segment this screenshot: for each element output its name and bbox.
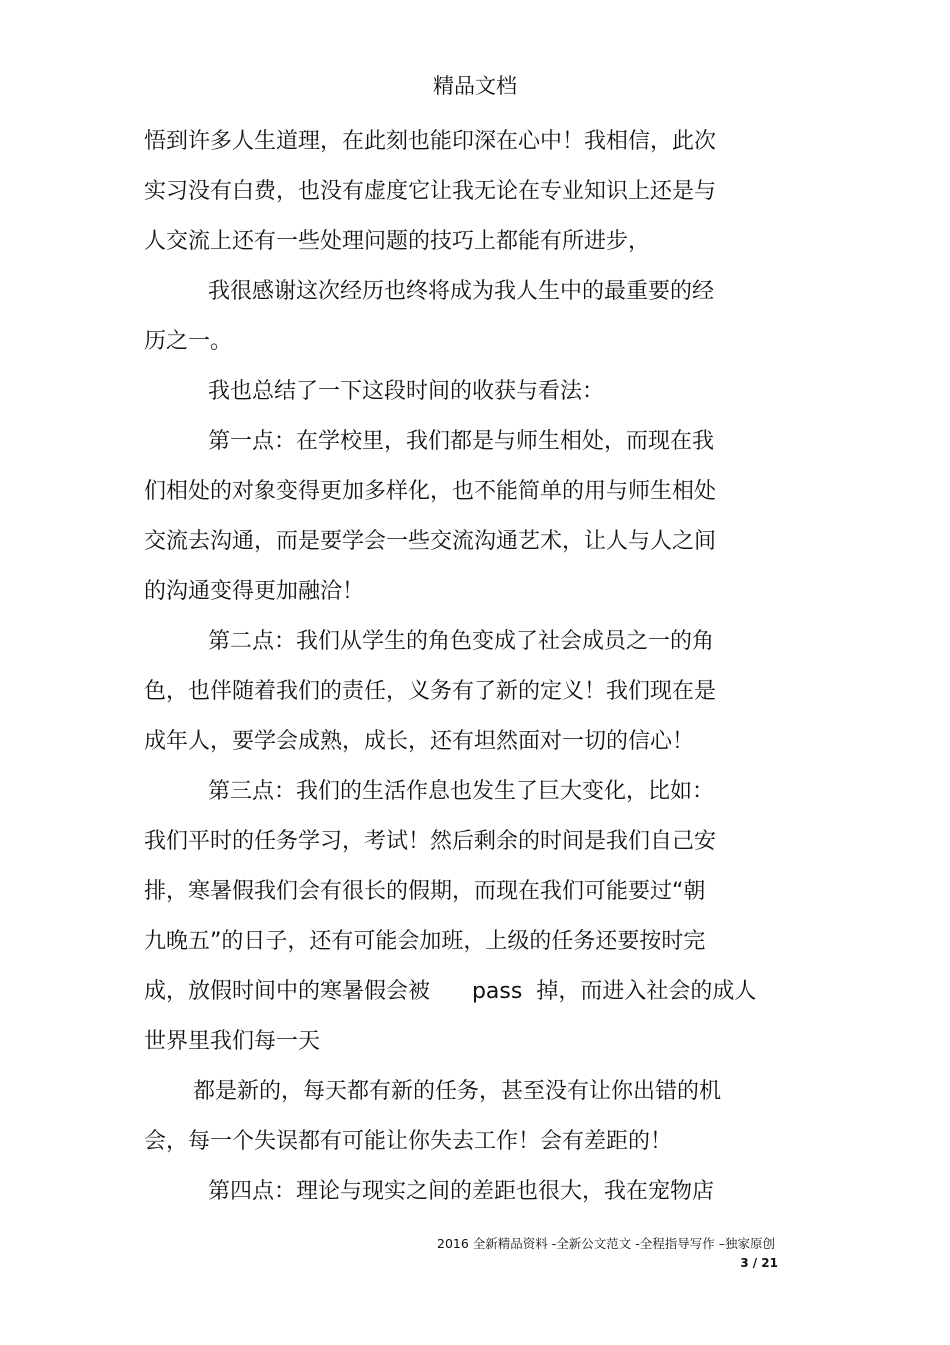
- text-line: 色，也伴随着我们的责任，义务有了新的定义！我们现在是: [144, 679, 717, 704]
- text-line: 第三点：我们的生活作息也发生了巨大变化，比如：: [208, 779, 715, 804]
- text-line: 实习没有白费，也没有虚度它让我无论在专业知识上还是与: [144, 179, 717, 204]
- text-line: 世界里我们每一天: [144, 1029, 321, 1054]
- text-line: 成年人，要学会成熟，成长，还有坦然面对一切的信心！: [144, 729, 695, 754]
- text-line: 交流去沟通，而是要学会一些交流沟通艺术，让人与人之间: [144, 529, 717, 554]
- text-line: 九晚五”的日子，还有可能会加班，上级的任务还要按时完: [144, 929, 706, 954]
- text-line: 我们平时的任务学习，考试！然后剩余的时间是我们自己安: [144, 829, 717, 854]
- text-line: 的沟通变得更加融洽！: [144, 579, 365, 604]
- text-line: 会，每一个失误都有可能让你失去工作！会有差距的！: [144, 1129, 673, 1154]
- text-line: 排，寒暑假我们会有很长的假期，而现在我们可能要过“朝: [144, 879, 706, 904]
- text-line: 我很感谢这次经历也终将成为我人生中的最重要的经: [208, 279, 715, 304]
- text-line: 成，放假时间中的寒暑假会被 pass 掉，而进入社会的成人: [144, 979, 757, 1004]
- text-line: 悟到许多人生道理，在此刻也能印深在心中！我相信，此次: [144, 129, 717, 154]
- text-line: 们相处的对象变得更加多样化，也不能简单的用与师生相处: [144, 479, 717, 504]
- text-line: 第四点：理论与现实之间的差距也很大，我在宠物店: [208, 1179, 715, 1204]
- page-header: 精品文档: [433, 74, 517, 98]
- footer-text: 2016 全新精品资料 -全新公文范文 -全程指导写作 –独家原创: [437, 1236, 775, 1251]
- text-line: 人交流上还有一些处理问题的技巧上都能有所进步，: [144, 229, 651, 254]
- text-line: 历之一。: [144, 329, 233, 354]
- page-number: 3 / 21: [740, 1256, 778, 1270]
- text-line: 第二点：我们从学生的角色变成了社会成员之一的角: [208, 629, 715, 654]
- text-line: 我也总结了一下这段时间的收获与看法：: [208, 379, 605, 404]
- text-line: 都是新的，每天都有新的任务，甚至没有让你出错的机: [193, 1079, 722, 1104]
- text-line: 第一点：在学校里，我们都是与师生相处，而现在我: [208, 429, 715, 454]
